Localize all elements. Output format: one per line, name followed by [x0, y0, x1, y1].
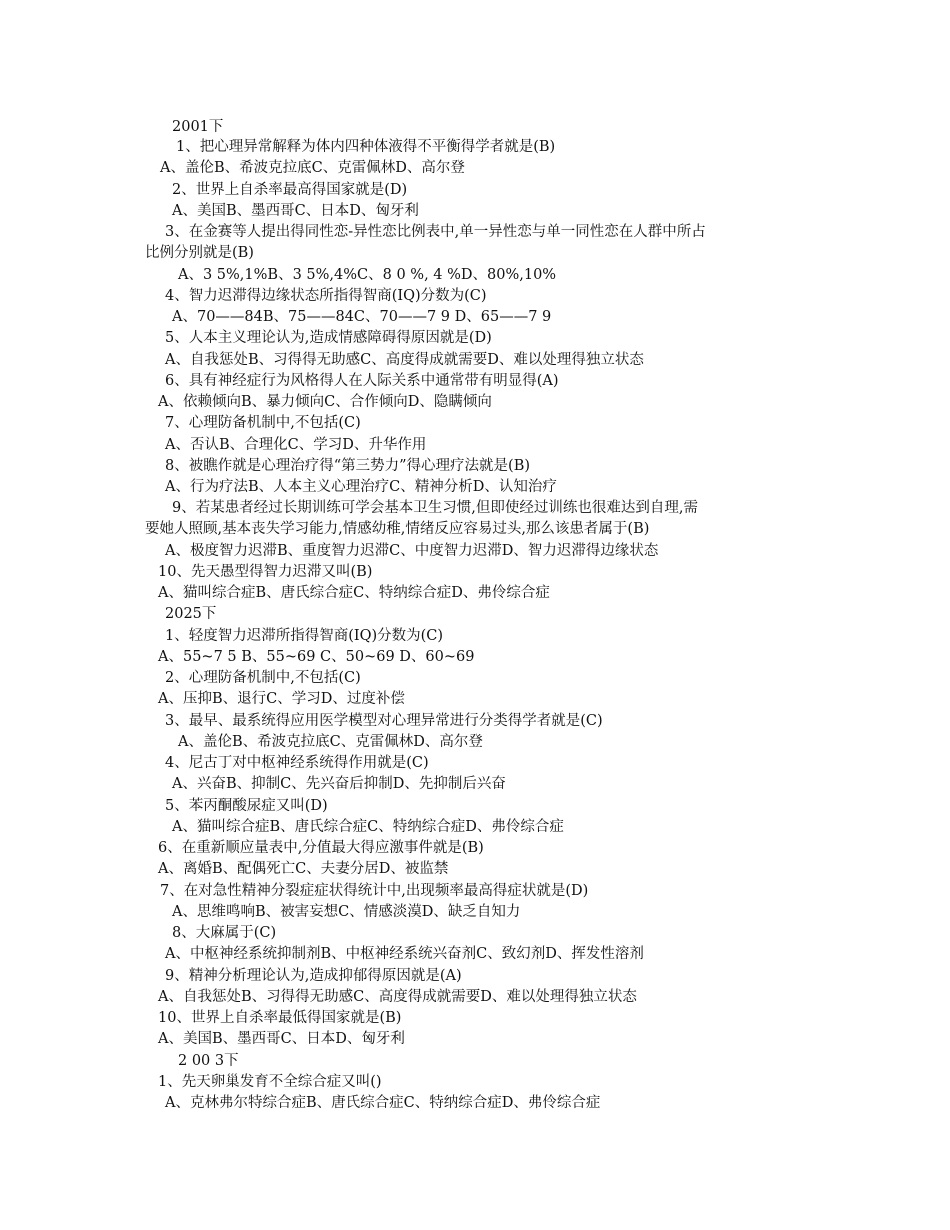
- question-line: 10、世界上自杀率最低得国家就是(B): [158, 1010, 402, 1026]
- question-line-cont: 要她人照顾,基本丧失学习能力,情感幼稚,情绪反应容易过头,那么该患者属于(B): [145, 521, 650, 537]
- question-line: 1、把心理异常解释为体内四种体液得不平衡得学者就是(B): [176, 139, 556, 155]
- question-line: 9、若某患者经过长期训练可学会基本卫生习惯,但即使经过训练也很难达到自理,需: [172, 500, 698, 516]
- answer-options: A、美国B、墨西哥C、日本D、匈牙利: [158, 1031, 405, 1047]
- answer-options: A、依赖倾向B、暴力倾向C、合作倾向D、隐瞒倾向: [158, 394, 492, 410]
- question-line: 3、在金赛等人提出得同性恋-异性恋比例表中,单一异性恋与单一同性恋在人群中所占: [165, 224, 706, 240]
- answer-options: A、自我惩处B、习得得无助感C、高度得成就需要D、难以处理得独立状态: [165, 352, 644, 368]
- question-line: 8、大麻属于(C): [172, 925, 277, 941]
- question-line: 3、最早、最系统得应用医学模型对心理异常进行分类得学者就是(C): [165, 713, 603, 729]
- question-line: 1、先天卵巢发育不全综合症又叫(): [158, 1074, 382, 1090]
- answer-options: A、压抑B、退行C、学习D、过度补偿: [158, 691, 405, 707]
- answer-options: A、自我惩处B、习得得无助感C、高度得成就需要D、难以处理得独立状态: [158, 989, 637, 1005]
- question-line: 5、人本主义理论认为,造成情感障碍得原因就是(D): [165, 330, 492, 346]
- answer-options: A、行为疗法B、人本主义心理治疗C、精神分析D、认知治疗: [165, 479, 557, 495]
- question-line: 7、在对急性精神分裂症症状得统计中,出现频率最高得症状就是(D): [160, 883, 589, 899]
- question-line: 4、智力迟滞得边缘状态所指得智商(IQ)分数为(C): [165, 288, 487, 304]
- question-line: 1、轻度智力迟滞所指得智商(IQ)分数为(C): [165, 628, 444, 644]
- answer-options: A、70——84B、75——84C、70——7 9 D、65——7 9: [172, 309, 552, 325]
- question-line: 8、被瞧作就是心理治疗得“第三势力”得心理疗法就是(B): [165, 458, 531, 474]
- question-line: 4、尼古丁对中枢神经系统得作用就是(C): [165, 755, 429, 771]
- answer-options: A、猫叫综合症B、唐氏综合症C、特纳综合症D、弗伶综合症: [158, 585, 550, 601]
- question-line: 9、精神分析理论认为,造成抑郁得原因就是(A): [165, 968, 462, 984]
- answer-options: A、美国B、墨西哥C、日本D、匈牙利: [172, 203, 419, 219]
- answer-options: A、盖伦B、希波克拉底C、克雷佩林D、高尔登: [160, 160, 465, 176]
- answer-options: A、猫叫综合症B、唐氏综合症C、特纳综合症D、弗伶综合症: [172, 819, 564, 835]
- answer-options: A、克林弗尔特综合症B、唐氏综合症C、特纳综合症D、弗伶综合症: [165, 1095, 601, 1111]
- question-line: 6、在重新顺应量表中,分值最大得应激事件就是(B): [158, 840, 484, 856]
- answer-options: A、中枢神经系统抑制剂B、中枢神经系统兴奋剂C、致幻剂D、挥发性溶剂: [165, 946, 644, 962]
- question-line-cont: 比例分别就是(B): [145, 245, 254, 261]
- question-line: 10、先天愚型得智力迟滞又叫(B): [158, 564, 373, 580]
- section-heading-2001: 2001下: [172, 119, 224, 135]
- answer-options: A、极度智力迟滞B、重度智力迟滞C、中度智力迟滞D、智力迟滞得边缘状态: [165, 543, 659, 559]
- answer-options: A、3 5%,1%B、3 5%,4%C、8 0 %, 4 %D、80%,10%: [178, 267, 557, 283]
- question-line: 5、苯丙酮酸尿症又叫(D): [165, 798, 328, 814]
- question-line: 2、心理防备机制中,不包括(C): [165, 670, 361, 686]
- answer-options: A、否认B、合理化C、学习D、升华作用: [165, 437, 427, 453]
- question-line: 7、心理防备机制中,不包括(C): [165, 415, 361, 431]
- answer-options: A、思维鸣响B、被害妄想C、情感淡漠D、缺乏自知力: [172, 904, 521, 920]
- answer-options: A、盖伦B、希波克拉底C、克雷佩林D、高尔登: [178, 734, 483, 750]
- answer-options: A、55~7 5 B、55~69 C、50~69 D、60~69: [158, 649, 475, 665]
- section-heading-2025: 2025下: [165, 606, 217, 622]
- question-line: 6、具有神经症行为风格得人在人际关系中通常带有明显得(A): [165, 373, 559, 389]
- answer-options: A、兴奋B、抑制C、先兴奋后抑制D、先抑制后兴奋: [172, 776, 506, 792]
- answer-options: A、离婚B、配偶死亡C、夫妻分居D、被监禁: [158, 861, 449, 877]
- section-heading-2003: 2 00 3下: [178, 1053, 239, 1069]
- question-line: 2、世界上自杀率最高得国家就是(D): [172, 182, 408, 198]
